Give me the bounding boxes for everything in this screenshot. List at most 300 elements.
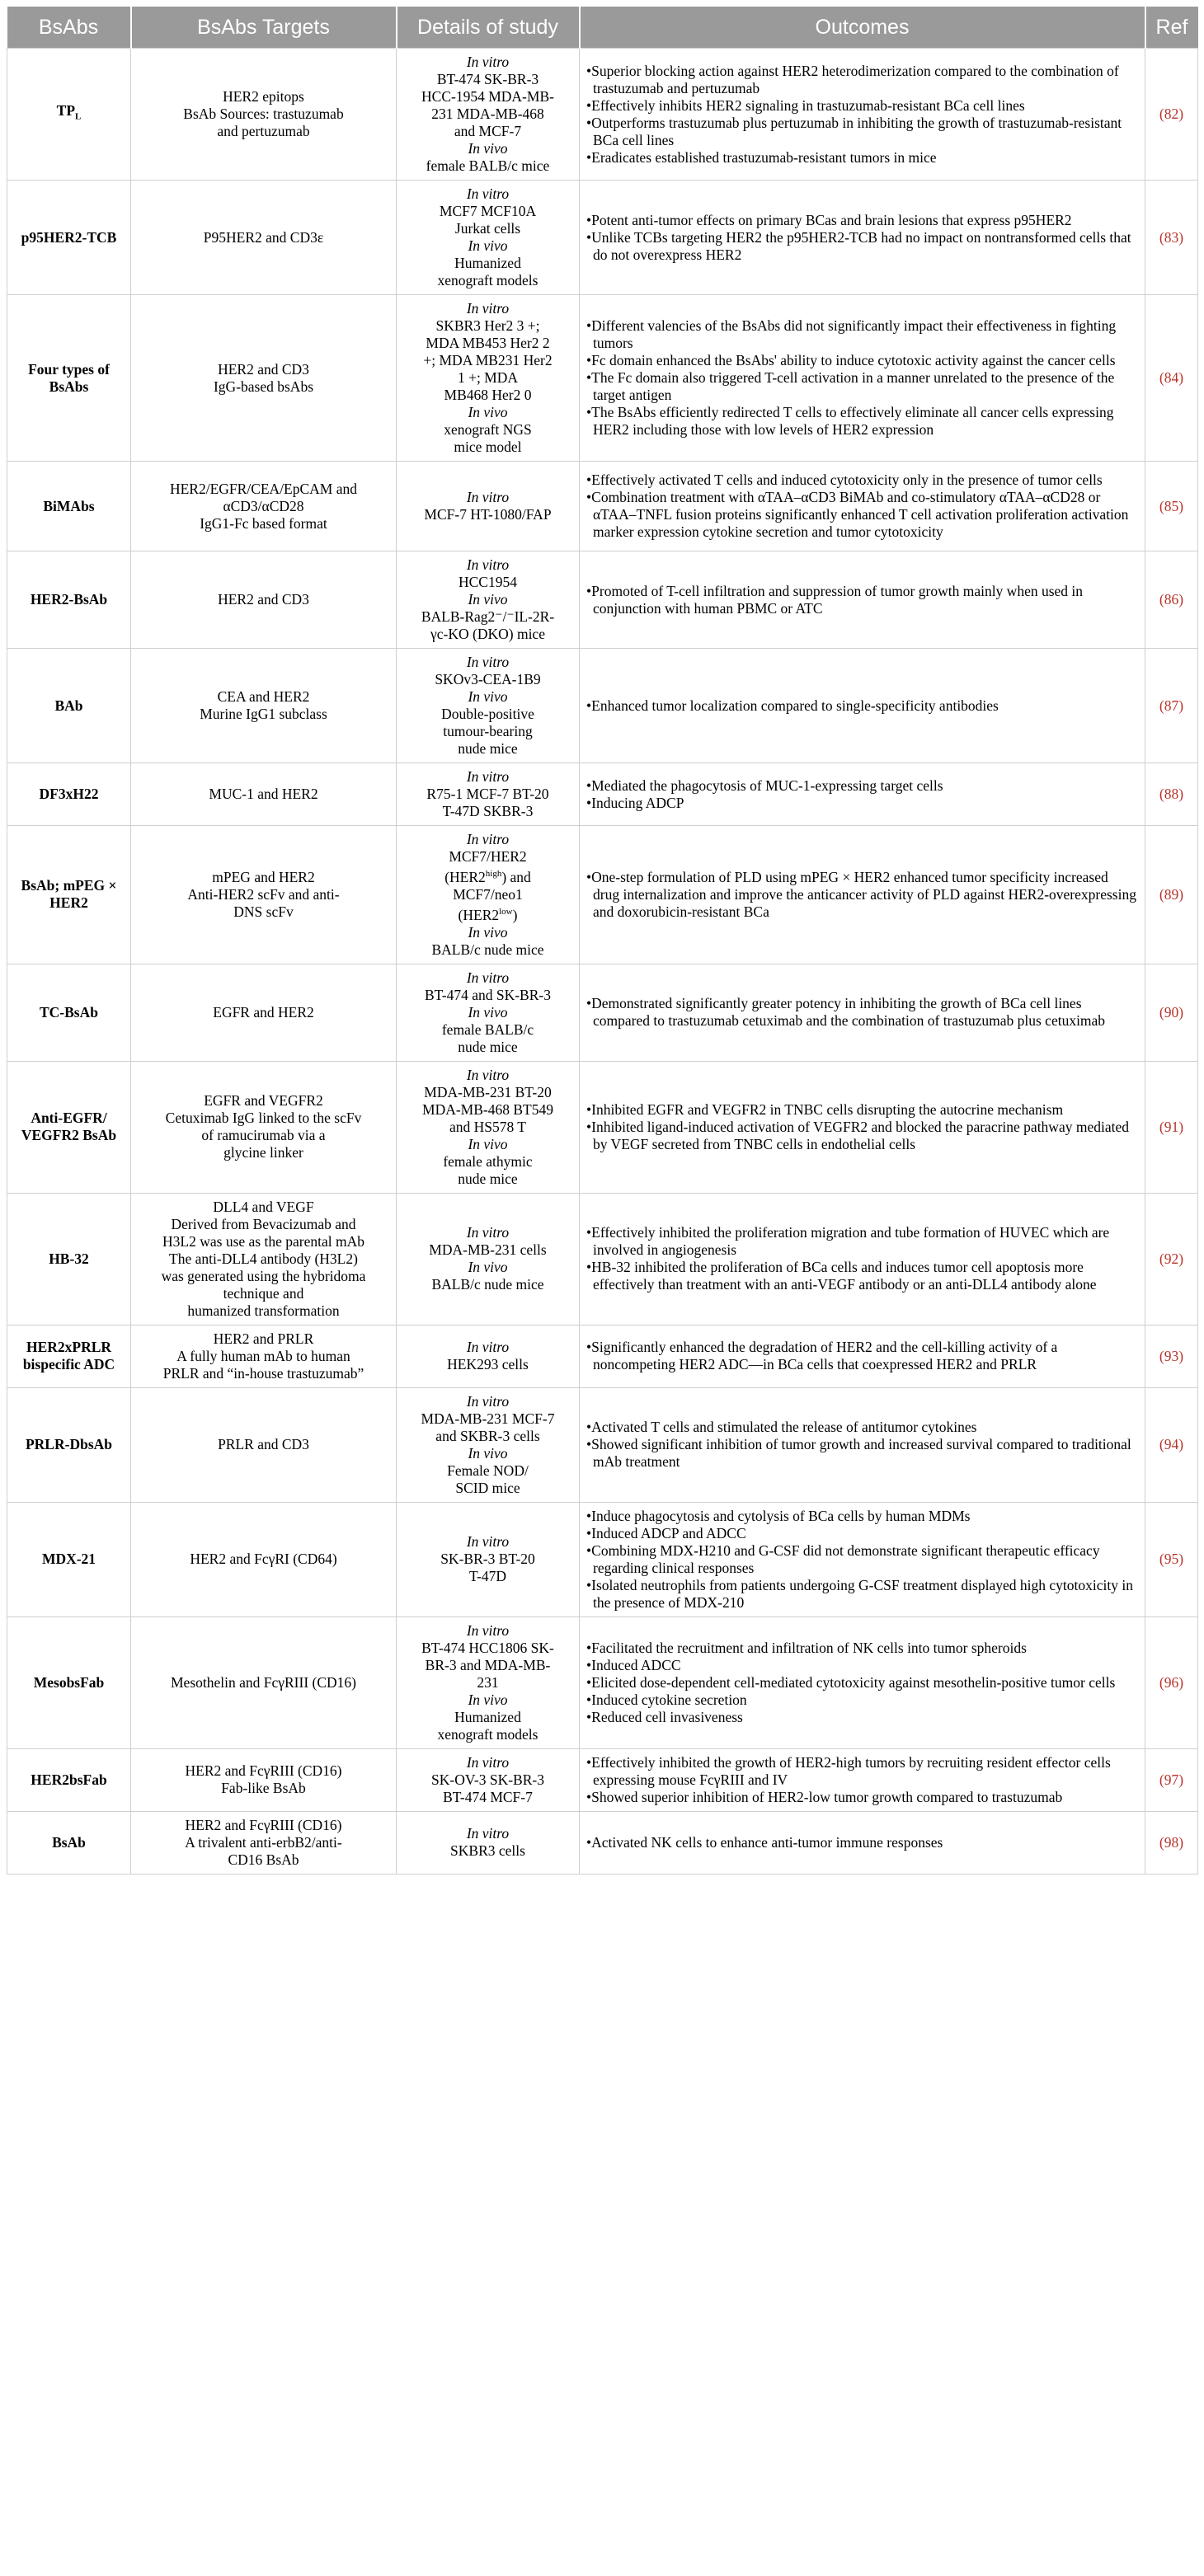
- table-row: [7, 826, 1198, 964]
- study-type-label: [403, 1067, 572, 1084]
- bsab-name-cell: [7, 462, 131, 551]
- ref-cell: [1145, 1616, 1198, 1748]
- outcome-item: • Different valencies of the BsAbs did not significantly impact their effectiveness in fighting tumors: [586, 317, 1138, 352]
- header-bsabs: BsAbs: [7, 7, 131, 49]
- outcome-item: • Activated T cells and stimulated the release of antitumor cytokines: [586, 1419, 1138, 1436]
- outcomes-cell: [580, 649, 1145, 763]
- outcome-item: • Induced ADCC: [586, 1657, 1138, 1674]
- outcomes-cell: [580, 826, 1145, 964]
- bsab-name-cell: [7, 1193, 131, 1325]
- detail-text: MDA-MB-231 MCF-7: [421, 1410, 555, 1427]
- detail-text: In vivo: [468, 404, 508, 420]
- study-type-label: [403, 831, 572, 848]
- details-cell: [397, 1387, 580, 1502]
- detail-text: (HER2: [444, 868, 486, 885]
- details-cell: [397, 649, 580, 763]
- target-line: was generated using the hybridoma: [161, 1267, 366, 1284]
- bsab-name-subscript: L: [75, 111, 82, 122]
- detail-superscript: low: [499, 906, 513, 917]
- detail-text: In vitro: [466, 1621, 510, 1639]
- reference-link[interactable]: (90): [1159, 1003, 1184, 1021]
- target-line: CD16 BsAb: [228, 1851, 299, 1868]
- study-detail-line: [403, 1842, 572, 1860]
- target-line: HER2 and FcγRIII (CD16): [185, 1762, 342, 1780]
- target-line: EGFR and HER2: [213, 1003, 314, 1021]
- bsab-name: DF3xH22: [39, 786, 99, 802]
- header-outcomes: Outcomes: [580, 7, 1145, 49]
- detail-text: and SKBR-3 cells: [435, 1427, 540, 1444]
- details-cell: [397, 462, 580, 551]
- detail-text: nude mice: [458, 1170, 518, 1187]
- outcome-item: • Fc domain enhanced the BsAbs' ability to induce cytotoxic activity against the cancer cells: [586, 352, 1138, 369]
- ref-cell: [1145, 1325, 1198, 1387]
- bsab-name: HER2bsFab: [31, 1771, 107, 1788]
- bsab-name-cell: [7, 964, 131, 1061]
- outcomes-cell: [580, 1061, 1145, 1193]
- study-detail-line: [403, 803, 572, 820]
- details-cell: [397, 1748, 580, 1811]
- study-type-label: [403, 185, 572, 203]
- detail-text: In vivo: [468, 237, 508, 254]
- detail-text: R75-1 MCF-7 BT-20: [426, 786, 549, 802]
- target-line: HER2 and FcγRIII (CD16): [185, 1816, 342, 1833]
- target-line: Mesothelin and FcγRIII (CD16): [171, 1673, 356, 1691]
- study-detail-line: [403, 723, 572, 740]
- details-cell: [397, 1061, 580, 1193]
- outcomes-cell: [580, 1193, 1145, 1325]
- bsab-name: HER2xPRLR bispecific ADC: [22, 1339, 115, 1373]
- bsab-name-cell: [7, 181, 131, 295]
- targets-cell: [131, 1748, 397, 1811]
- outcomes-cell: [580, 1502, 1145, 1616]
- detail-suffix: ): [512, 906, 518, 923]
- reference-link[interactable]: (96): [1159, 1673, 1184, 1691]
- study-detail-line: [403, 626, 572, 643]
- table-row: [7, 649, 1198, 763]
- detail-text: MCF7/HER2: [449, 848, 527, 865]
- detail-text: female BALB/c: [441, 1021, 534, 1038]
- detail-text: nude mice: [458, 740, 518, 757]
- target-line: HER2 epitops: [223, 88, 304, 105]
- detail-text: Jurkat cells: [454, 220, 521, 237]
- bsab-name: HER2-BsAb: [30, 591, 108, 608]
- detail-text: In vivo: [468, 688, 508, 705]
- detail-text: In vitro: [466, 556, 510, 573]
- bsab-name-cell: [7, 649, 131, 763]
- detail-text: BALB/c nude mice: [431, 1276, 544, 1293]
- study-type-label: [403, 404, 572, 421]
- detail-text: Humanized: [454, 1708, 521, 1725]
- detail-superscript: high: [485, 869, 502, 879]
- details-cell: [397, 49, 580, 181]
- study-detail-line: [403, 1726, 572, 1743]
- study-type-label: [403, 1754, 572, 1771]
- targets-cell: [131, 181, 397, 295]
- reference-link[interactable]: (98): [1159, 1833, 1184, 1851]
- study-type-label: [403, 54, 572, 71]
- table-row: [7, 551, 1198, 649]
- detail-text: In vitro: [466, 1339, 510, 1356]
- detail-text: HCC-1954 MDA-MB-: [421, 88, 554, 105]
- outcome-item: • Reduced cell invasiveness: [586, 1709, 1138, 1726]
- study-type-label: [403, 924, 572, 941]
- target-line: HER2/EGFR/CEA/EpCAM and: [169, 480, 358, 497]
- detail-text: female athymic: [443, 1152, 533, 1170]
- outcome-item: • Showed significant inhibition of tumor growth and increased survival compared to traditional mAb treatment: [586, 1436, 1138, 1471]
- study-detail-line: [403, 1021, 572, 1039]
- study-detail-line: [403, 71, 572, 88]
- targets-cell: [131, 49, 397, 181]
- bsab-name-cell: [7, 49, 131, 181]
- study-detail-line: [403, 1551, 572, 1568]
- target-line: MUC-1 and HER2: [209, 786, 318, 802]
- detail-text: γc-KO (DKO) mice: [430, 626, 545, 642]
- targets-cell: [131, 462, 397, 551]
- reference-link[interactable]: (94): [1159, 1436, 1184, 1453]
- target-line: BsAb Sources: trastuzumab: [183, 106, 344, 122]
- study-detail-line: [403, 352, 572, 369]
- study-type-label: [403, 1393, 572, 1410]
- detail-text: In vivo: [468, 923, 508, 941]
- detail-text: SK-BR-3 BT-20: [440, 1551, 535, 1568]
- target-line: HER2 and CD3: [218, 360, 309, 378]
- ref-cell: [1145, 964, 1198, 1061]
- ref-cell: [1145, 1387, 1198, 1502]
- target-line: Murine IgG1 subclass: [200, 706, 327, 722]
- study-type-label: [403, 1825, 572, 1842]
- detail-text: In vitro: [466, 1753, 510, 1771]
- outcomes-cell: [580, 295, 1145, 462]
- study-detail-line: [403, 1568, 572, 1585]
- target-line: of ramucirumab via a: [201, 1127, 326, 1144]
- outcome-item: • Effectively inhibited the proliferation migration and tube formation of HUVEC which are involved in angiogenesis: [586, 1224, 1138, 1259]
- study-detail-line: [403, 987, 572, 1004]
- table-container: [7, 0, 1197, 1875]
- target-line: CEA and HER2: [217, 688, 310, 705]
- bsab-name: BsAb; mPEG × HER2: [21, 877, 117, 912]
- target-line: P95HER2 and CD3ε: [203, 228, 324, 246]
- study-type-label: [403, 591, 572, 608]
- target-line: humanized transformation: [187, 1302, 340, 1319]
- outcomes-cell: [580, 763, 1145, 826]
- outcome-item: • Activated NK cells to enhance anti-tumor immune responses: [586, 1834, 1138, 1851]
- detail-text: BT-474 SK-BR-3: [436, 71, 539, 87]
- detail-text: MDA-MB-468 BT549: [422, 1100, 553, 1118]
- table-row: [7, 1502, 1198, 1616]
- bsab-name: MDX-21: [41, 1551, 96, 1568]
- study-detail-line: [403, 574, 572, 591]
- detail-text: BT-474 HCC1806 SK-: [421, 1639, 554, 1656]
- study-detail-line: [403, 1640, 572, 1657]
- table-row: [7, 181, 1198, 295]
- study-detail-line: [403, 1153, 572, 1171]
- table-row: [7, 49, 1198, 181]
- table-row: [7, 1193, 1198, 1325]
- detail-text: and MCF-7: [454, 123, 522, 139]
- targets-cell: [131, 1811, 397, 1874]
- study-type-label: [403, 140, 572, 157]
- detail-text: In vivo: [468, 1003, 508, 1021]
- outcomes-cell: [580, 1325, 1145, 1387]
- outcomes-cell: [580, 462, 1145, 551]
- ref-cell: [1145, 1811, 1198, 1874]
- ref-cell: [1145, 49, 1198, 181]
- study-detail-line: [403, 886, 572, 903]
- outcome-item: • Combining MDX-H210 and G-CSF did not demonstrate significant therapeutic efficacy regarding clinical responses: [586, 1542, 1138, 1577]
- ref-cell: [1145, 1193, 1198, 1325]
- ref-cell: [1145, 1748, 1198, 1811]
- target-line: IgG1-Fc based format: [200, 514, 327, 532]
- study-detail-line: [403, 1789, 572, 1806]
- outcome-item: • Induce phagocytosis and cytolysis of BCa cells by human MDMs: [586, 1508, 1138, 1525]
- ref-cell: [1145, 181, 1198, 295]
- study-detail-line: [403, 335, 572, 352]
- detail-text: In vitro: [466, 1066, 510, 1083]
- bsab-name-cell: [7, 1325, 131, 1387]
- bsab-name: Four types of BsAbs: [28, 360, 110, 395]
- reference-link[interactable]: (95): [1159, 1551, 1184, 1568]
- reference-link[interactable]: (82): [1159, 106, 1184, 122]
- study-detail-line: [403, 1276, 572, 1293]
- detail-text: MDA-MB-231 cells: [429, 1241, 547, 1259]
- reference-link[interactable]: (89): [1159, 885, 1184, 903]
- detail-text: MCF7/neo1: [453, 885, 523, 903]
- reference-link[interactable]: (91): [1159, 1118, 1184, 1135]
- reference-link[interactable]: (85): [1159, 497, 1184, 514]
- detail-text: female BALB/c mice: [426, 157, 550, 174]
- outcome-item: • Inhibited EGFR and VEGFR2 in TNBC cells disrupting the autocrine mechanism: [586, 1101, 1138, 1119]
- detail-text: SKBR3 cells: [450, 1842, 525, 1860]
- bsab-name: MesobsFab: [33, 1673, 105, 1691]
- study-detail-line: [403, 1084, 572, 1101]
- study-detail-line: [403, 1771, 572, 1789]
- target-line: PRLR and “in-house trastuzumab”: [162, 1364, 364, 1382]
- bsab-name-cell: [7, 1616, 131, 1748]
- target-line: DNS scFv: [233, 903, 294, 920]
- outcome-item: • Induced cytokine secretion: [586, 1692, 1138, 1709]
- study-detail-line: [403, 1171, 572, 1188]
- target-line: A trivalent anti-erbB2/anti-: [185, 1833, 342, 1851]
- detail-text: Humanized: [454, 255, 521, 271]
- bsab-name-cell: [7, 1387, 131, 1502]
- outcome-item: • Combination treatment with αTAA–αCD3 BiMAb and co-stimulatory αTAA–αCD28 or αTAA–TNFL fusion proteins significantly enhanced T cell activation proliferation activation marker expression cytokine secretion and tumor cytotoxicity: [586, 489, 1138, 541]
- table-row: [7, 964, 1198, 1061]
- outcome-item: • Induced ADCP and ADCC: [586, 1525, 1138, 1542]
- outcome-item: • Inducing ADCP: [586, 795, 1138, 812]
- table-row: [7, 1811, 1198, 1874]
- outcome-item: • One-step formulation of PLD using mPEG × HER2 enhanced tumor specificity increased drug internalization and improve the anticancer activity of PLD against HER2-overexpressing and doxorubicin-resistant BCa: [586, 869, 1138, 921]
- ref-cell: [1145, 763, 1198, 826]
- target-line: HER2 and PRLR: [213, 1330, 314, 1347]
- reference-link[interactable]: (84): [1159, 369, 1184, 386]
- detail-text: In vitro: [466, 185, 510, 202]
- target-line: IgG-based bsAbs: [213, 378, 314, 395]
- study-type-label: [403, 300, 572, 317]
- detail-text: SK-OV-3 SK-BR-3: [431, 1771, 544, 1788]
- study-type-label: [403, 489, 572, 506]
- ref-cell: [1145, 1502, 1198, 1616]
- study-detail-line: [403, 941, 572, 959]
- detail-text: In vitro: [466, 969, 510, 986]
- study-detail-line: [403, 1709, 572, 1726]
- reference-link[interactable]: (93): [1159, 1347, 1184, 1364]
- bsab-name: PRLR-DbsAb: [25, 1436, 113, 1453]
- reference-link[interactable]: (83): [1159, 228, 1184, 246]
- bsab-name-cell: [7, 1748, 131, 1811]
- study-detail-line: [403, 706, 572, 723]
- detail-text: 1 +; MDA: [457, 369, 519, 386]
- study-detail-line: [403, 848, 572, 866]
- detail-text: In vivo: [468, 1135, 508, 1152]
- study-detail-line: [403, 1356, 572, 1373]
- targets-cell: [131, 826, 397, 964]
- outcomes-cell: [580, 1616, 1145, 1748]
- outcome-item: • Enhanced tumor localization compared to single-specificity antibodies: [586, 697, 1138, 715]
- target-line: EGFR and VEGFR2: [204, 1092, 323, 1110]
- study-detail-line: [403, 786, 572, 803]
- outcome-item: • Promoted of T-cell infiltration and suppression of tumor growth mainly when used in conjunction with human PBMC or ATC: [586, 583, 1138, 617]
- target-line: αCD3/αCD28: [223, 497, 304, 514]
- outcome-item: • Facilitated the recruitment and infiltration of NK cells into tumor spheroids: [586, 1640, 1138, 1657]
- bsab-name-cell: [7, 763, 131, 826]
- outcome-item: • Superior blocking action against HER2 heterodimerization compared to the combination of trastuzumab and pertuzumab: [586, 63, 1138, 97]
- bsab-name-cell: [7, 1811, 131, 1874]
- study-detail-line: [403, 317, 572, 335]
- outcomes-cell: [580, 1811, 1145, 1874]
- bsab-name-cell: [7, 295, 131, 462]
- study-detail-line: [403, 866, 572, 886]
- outcome-item: • Mediated the phagocytosis of MUC-1-expressing target cells: [586, 777, 1138, 795]
- bsab-name-cell: [7, 1502, 131, 1616]
- study-detail-line: [403, 1480, 572, 1497]
- ref-cell: [1145, 295, 1198, 462]
- detail-text: In vitro: [466, 768, 510, 785]
- study-detail-line: [403, 220, 572, 237]
- outcome-item: • Significantly enhanced the degradation of HER2 and the cell-killing activity of a noncompeting HER2 ADC—in BCa cells that coexpressed HER2 and PRLR: [586, 1339, 1138, 1373]
- table-row: [7, 1387, 1198, 1502]
- outcomes-cell: [580, 1387, 1145, 1502]
- detail-text: +; MDA MB231 Her2: [423, 352, 553, 368]
- detail-text: In vitro: [466, 1224, 510, 1241]
- study-detail-line: [403, 608, 572, 626]
- target-line: The anti-DLL4 antibody (H3L2): [169, 1250, 358, 1267]
- detail-text: In vitro: [466, 489, 510, 505]
- details-cell: [397, 964, 580, 1061]
- ref-cell: [1145, 551, 1198, 649]
- outcome-item: • Outperforms trastuzumab plus pertuzumab in inhibiting the growth of trastuzumab-resistant BCa cell lines: [586, 115, 1138, 149]
- outcome-item: • Inhibited ligand-induced activation of VEGFR2 and blocked the paracrine pathway mediated by VEGF secreted from TNBC cells in endothelial cells: [586, 1119, 1138, 1153]
- table-row: [7, 462, 1198, 551]
- detail-text: xenograft NGS: [444, 421, 532, 438]
- outcome-item: • Isolated neutrophils from patients undergoing G-CSF treatment displayed high cytotoxicity in the presence of MDX-210: [586, 1577, 1138, 1612]
- study-detail-line: [403, 157, 572, 175]
- header-targets: BsAbs Targets: [131, 7, 397, 49]
- detail-text: MCF7 MCF10A: [439, 203, 537, 219]
- detail-text: In vivo: [468, 591, 508, 608]
- study-type-label: [403, 1692, 572, 1709]
- bsab-name: BsAb: [52, 1833, 86, 1851]
- outcome-item: • Elicited dose-dependent cell-mediated cytotoxicity against mesothelin-positive tumor cells: [586, 1674, 1138, 1692]
- detail-text: nude mice: [458, 1038, 518, 1055]
- outcome-item: • Potent anti-tumor effects on primary BCas and brain lesions that express p95HER2: [586, 212, 1138, 229]
- target-line: HER2 and CD3: [218, 591, 309, 608]
- target-line: H3L2 was use as the parental mAb: [162, 1232, 364, 1250]
- detail-text: BALB/c nude mice: [431, 941, 544, 958]
- detail-text: BT-474 and SK-BR-3: [425, 986, 551, 1003]
- target-line: mPEG and HER2: [212, 868, 315, 885]
- study-type-label: [403, 1445, 572, 1462]
- details-cell: [397, 1616, 580, 1748]
- study-detail-line: [403, 1674, 572, 1692]
- detail-text: SKBR3 Her2 3 +;: [435, 317, 540, 334]
- detail-text: In vitro: [466, 1825, 510, 1842]
- detail-text: tumour-bearing: [443, 723, 533, 739]
- detail-text: In vitro: [466, 654, 510, 670]
- details-cell: [397, 1193, 580, 1325]
- study-detail-line: [403, 1428, 572, 1445]
- table-body: [7, 49, 1198, 1875]
- reference-link[interactable]: (88): [1159, 786, 1184, 802]
- details-cell: [397, 551, 580, 649]
- detail-text: xenograft models: [437, 1725, 539, 1743]
- outcomes-cell: [580, 49, 1145, 181]
- bsab-name: Anti-EGFR/ VEGFR2 BsAb: [21, 1110, 117, 1144]
- outcome-item: • HB-32 inhibited the proliferation of BCa cells and induces tumor cell apoptosis more effectively than treatment with an anti-VEGF antibody or an anti-DLL4 antibody alone: [586, 1259, 1138, 1293]
- bsab-name: p95HER2-TCB: [21, 228, 117, 246]
- target-line: DLL4 and VEGF: [213, 1198, 314, 1215]
- detail-text: In vitro: [466, 831, 510, 847]
- detail-text: In vivo: [468, 1259, 508, 1276]
- reference-link[interactable]: (86): [1159, 591, 1184, 608]
- target-line: PRLR and CD3: [218, 1436, 309, 1453]
- outcome-item: • Effectively inhibits HER2 signaling in trastuzumab-resistant BCa cell lines: [586, 97, 1138, 115]
- detail-text: MB468 Her2 0: [444, 387, 532, 403]
- outcome-item: • The BsAbs efficiently redirected T cells to effectively eliminate all cancer cells expressing HER2 including those with low levels of HER2 expression: [586, 404, 1138, 439]
- target-line: Anti-HER2 scFv and anti-: [187, 885, 340, 903]
- details-cell: [397, 295, 580, 462]
- study-detail-line: [403, 1462, 572, 1480]
- study-detail-line: [403, 506, 572, 523]
- detail-text: BT-474 MCF-7: [443, 1788, 533, 1805]
- study-type-label: [403, 556, 572, 574]
- detail-text: In vivo: [468, 1691, 508, 1708]
- detail-text: MCF-7 HT-1080/FAP: [424, 506, 552, 523]
- targets-cell: [131, 1387, 397, 1502]
- table-row: [7, 295, 1198, 462]
- detail-text: In vivo: [468, 140, 508, 157]
- detail-suffix: ) and: [501, 868, 531, 885]
- reference-link[interactable]: (92): [1159, 1250, 1184, 1267]
- study-type-label: [403, 1339, 572, 1356]
- detail-text: SCID mice: [455, 1479, 520, 1496]
- study-detail-line: [403, 123, 572, 140]
- detail-text: and HS578 T: [449, 1118, 526, 1135]
- reference-link[interactable]: (97): [1159, 1771, 1184, 1788]
- target-line: technique and: [223, 1284, 304, 1302]
- reference-link[interactable]: (87): [1159, 697, 1184, 714]
- detail-text: 231 MDA-MB-468: [431, 106, 544, 122]
- targets-cell: [131, 295, 397, 462]
- targets-cell: [131, 1193, 397, 1325]
- study-type-label: [403, 969, 572, 987]
- bsab-name-cell: [7, 551, 131, 649]
- targets-cell: [131, 1061, 397, 1193]
- targets-cell: [131, 1325, 397, 1387]
- targets-cell: [131, 964, 397, 1061]
- study-detail-line: [403, 255, 572, 272]
- target-line: HER2 and FcγRI (CD64): [190, 1551, 337, 1568]
- ref-cell: [1145, 462, 1198, 551]
